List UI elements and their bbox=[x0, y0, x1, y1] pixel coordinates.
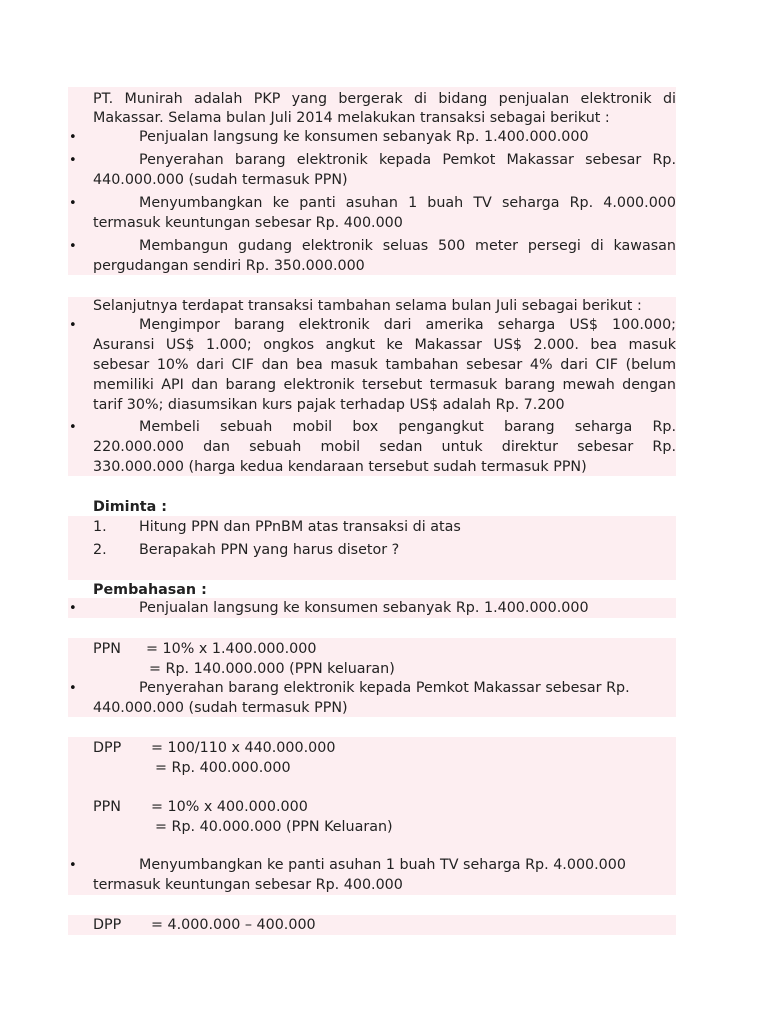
list-item-cont: 220.000.000 dan sebuah mobil sedan untuk direktur sebesar Rp. bbox=[93, 439, 676, 455]
intro-line: PT. Munirah adalah PKP yang bergerak di bidang penjualan elektronik di bbox=[93, 91, 676, 107]
list-item: Penyerahan barang elektronik kepada Pemkot Makassar sebesar Rp. bbox=[139, 152, 676, 168]
diminta-heading: Diminta : bbox=[93, 499, 167, 515]
calc-line: = Rp. 40.000.000 (PPN Keluaran) bbox=[155, 819, 393, 835]
list-item: Penjualan langsung ke konsumen sebanyak Rp. 1.400.000.000 bbox=[139, 129, 589, 145]
bullet-icon: • bbox=[69, 318, 77, 333]
calc-line: = 100/110 x 440.000.000 bbox=[151, 740, 336, 756]
list-item-cont: 440.000.000 (sudah termasuk PPN) bbox=[93, 700, 348, 716]
bullet-icon: • bbox=[69, 130, 77, 145]
numbered-item: Berapakah PPN yang harus disetor ? bbox=[139, 542, 400, 558]
bullet-icon: • bbox=[69, 858, 77, 873]
bullet-icon: • bbox=[69, 681, 77, 696]
bullet-icon: • bbox=[69, 153, 77, 168]
list-item-cont: Asuransi US$ 1.000; ongkos angkut ke Makassar US$ 2.000. bea masuk bbox=[93, 337, 676, 353]
numbered-item: Hitung PPN dan PPnBM atas transaksi di atas bbox=[139, 519, 461, 535]
list-item-cont: 330.000.000 (harga kedua kendaraan tersebut sudah termasuk PPN) bbox=[93, 459, 587, 475]
list-item-cont: termasuk keuntungan sebesar Rp. 400.000 bbox=[93, 215, 403, 231]
list-item: Menyumbangkan ke panti asuhan 1 buah TV seharga Rp. 4.000.000 bbox=[139, 857, 626, 873]
list-item: Penyerahan barang elektronik kepada Pemkot Makassar sebesar Rp. bbox=[139, 680, 630, 696]
calc-line: = Rp. 400.000.000 bbox=[155, 760, 291, 776]
list-item-cont: sebesar 10% dari CIF dan bea masuk tambahan sebesar 4% dari CIF (belum bbox=[93, 357, 676, 373]
list-item-cont: 440.000.000 (sudah termasuk PPN) bbox=[93, 172, 348, 188]
list-number: 2. bbox=[93, 542, 107, 558]
additional-intro: Selanjutnya terdapat transaksi tambahan selama bulan Juli sebagai berikut : bbox=[93, 298, 642, 314]
list-item-cont: tarif 30%; diasumsikan kurs pajak terhadap US$ adalah Rp. 7.200 bbox=[93, 397, 565, 413]
list-item-cont: memiliki API dan barang elektronik tersebut termasuk barang mewah dengan bbox=[93, 377, 676, 393]
calc-label: PPN bbox=[93, 799, 121, 815]
list-item: Menyumbangkan ke panti asuhan 1 buah TV seharga Rp. 4.000.000 bbox=[139, 195, 676, 211]
list-item-cont: pergudangan sendiri Rp. 350.000.000 bbox=[93, 258, 365, 274]
bullet-icon: • bbox=[69, 420, 77, 435]
calc-line: = 10% x 1.400.000.000 bbox=[146, 641, 317, 657]
pembahasan-heading: Pembahasan : bbox=[93, 582, 207, 598]
calc-line: = Rp. 140.000.000 (PPN keluaran) bbox=[149, 661, 395, 677]
calc-label: PPN bbox=[93, 641, 121, 657]
bullet-icon: • bbox=[69, 239, 77, 254]
list-item: Membangun gudang elektronik seluas 500 meter persegi di kawasan bbox=[139, 238, 676, 254]
list-item: Penjualan langsung ke konsumen sebanyak Rp. 1.400.000.000 bbox=[139, 600, 589, 616]
intro-line: Makassar. Selama bulan Juli 2014 melakukan transaksi sebagai berikut : bbox=[93, 110, 610, 126]
list-item: Mengimpor barang elektronik dari amerika seharga US$ 100.000; bbox=[139, 317, 676, 333]
calc-label: DPP bbox=[93, 917, 122, 933]
bullet-icon: • bbox=[69, 601, 77, 616]
list-item: Membeli sebuah mobil box pengangkut barang seharga Rp. bbox=[139, 419, 676, 435]
calc-label: DPP bbox=[93, 740, 122, 756]
calc-line: = 4.000.000 – 400.000 bbox=[151, 917, 316, 933]
bullet-icon: • bbox=[69, 196, 77, 211]
list-item-cont: termasuk keuntungan sebesar Rp. 400.000 bbox=[93, 877, 403, 893]
list-number: 1. bbox=[93, 519, 107, 535]
calc-line: = 10% x 400.000.000 bbox=[151, 799, 308, 815]
